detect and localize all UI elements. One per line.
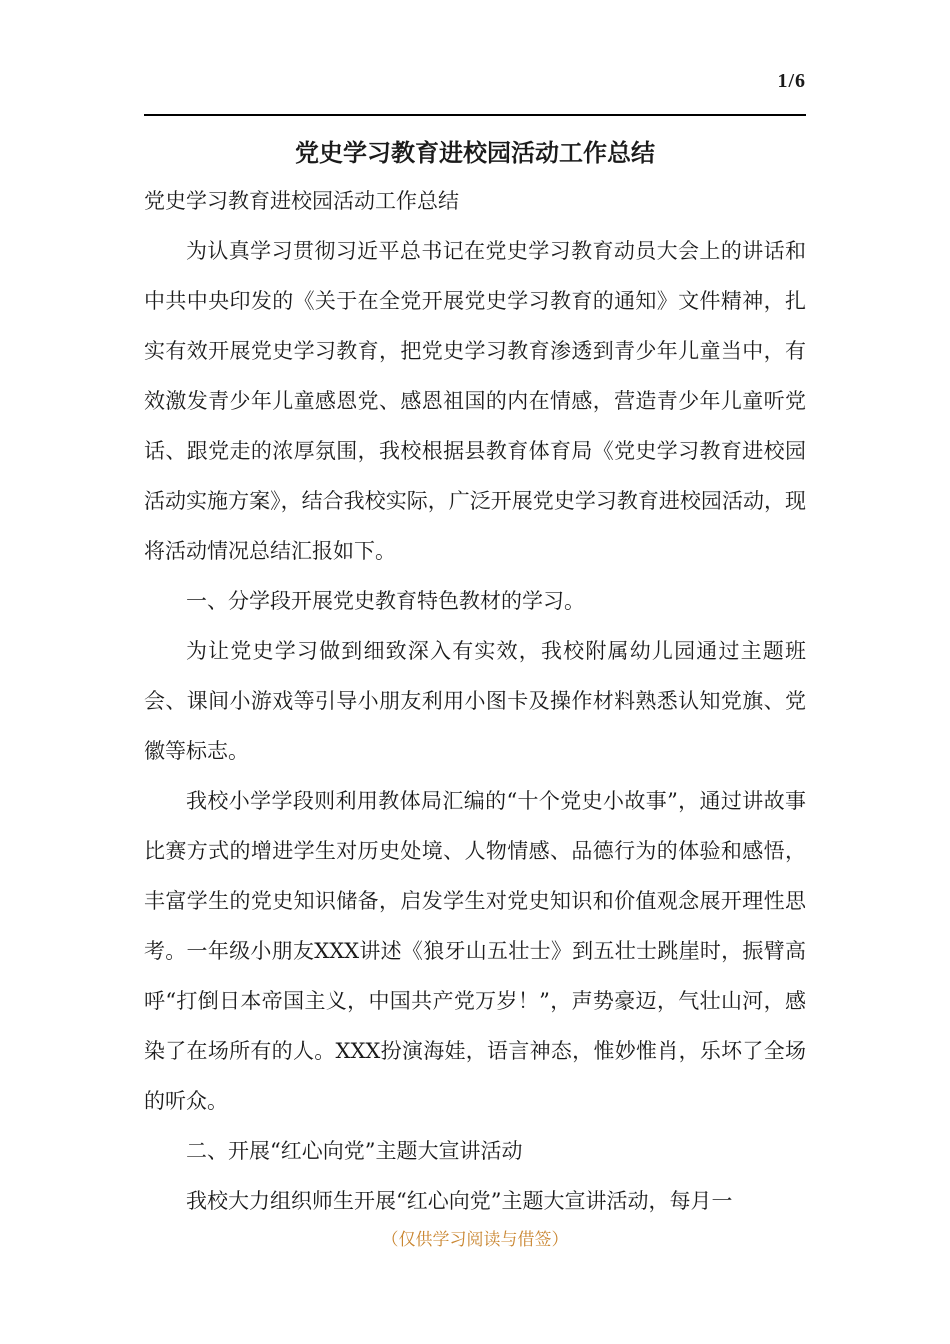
subtitle-paragraph: 党史学习教育进校园活动工作总结 (144, 189, 459, 213)
page-number: 1/6 (777, 70, 806, 92)
header-divider (144, 114, 806, 116)
body-paragraph: 我校大力组织师生开展“红心向党”主题大宣讲活动，每月一 (186, 1189, 733, 1213)
body-paragraph: 为让党史学习做到细致深入有实效，我校附属幼儿园通过主题班会、课间小游戏等引导小朋友利用小图卡及操作材料熟悉认知党旗、党徽等标志。 (144, 639, 806, 763)
intro-paragraph: 为认真学习贯彻习近平总书记在党史学习教育动员大会上的讲话和中共中央印发的《关于在全党开展党史学习教育的通知》文件精神，扎实有效开展党史学习教育，把党史学习教育渗透到青少年儿童当中，有效激发青少年儿童感恩党、感恩祖国的内在情感，营造青少年儿童听党话、跟党走的浓厚氛围，我校根据县教育体育局《党史学习教育进校园活动实施方案》，结合我校实际，广泛开展党史学习教育进校园活动，现将活动情况总结汇报如下。 (144, 239, 806, 563)
document-body (144, 176, 806, 1226)
footer-note: （仅供学习阅读与借签） (381, 1230, 569, 1250)
section-heading-1: 一、分学段开展党史教育特色教材的学习。 (186, 589, 585, 613)
document-title: 党史学习教育进校园活动工作总结 (295, 138, 655, 167)
section-heading-2: 二、开展“红心向党”主题大宣讲活动 (186, 1139, 523, 1163)
body-paragraph: 我校小学学段则利用教体局汇编的“十个党史小故事”，通过讲故事比赛方式的增进学生对历史处境、人物情感、品德行为的体验和感悟，丰富学生的党史知识储备，启发学生对党史知识和价值观念展开理性思考。一年级小朋友XXX讲述《狼牙山五壮士》到五壮士跳崖时，振臂高呼“打倒日本帝国主义，中国共产党万岁！”，声势豪迈，气壮山河，感染了在场所有的人。XXX扮演海娃，语言神态，惟妙惟肖，乐坏了全场的听众。 (144, 789, 806, 1113)
